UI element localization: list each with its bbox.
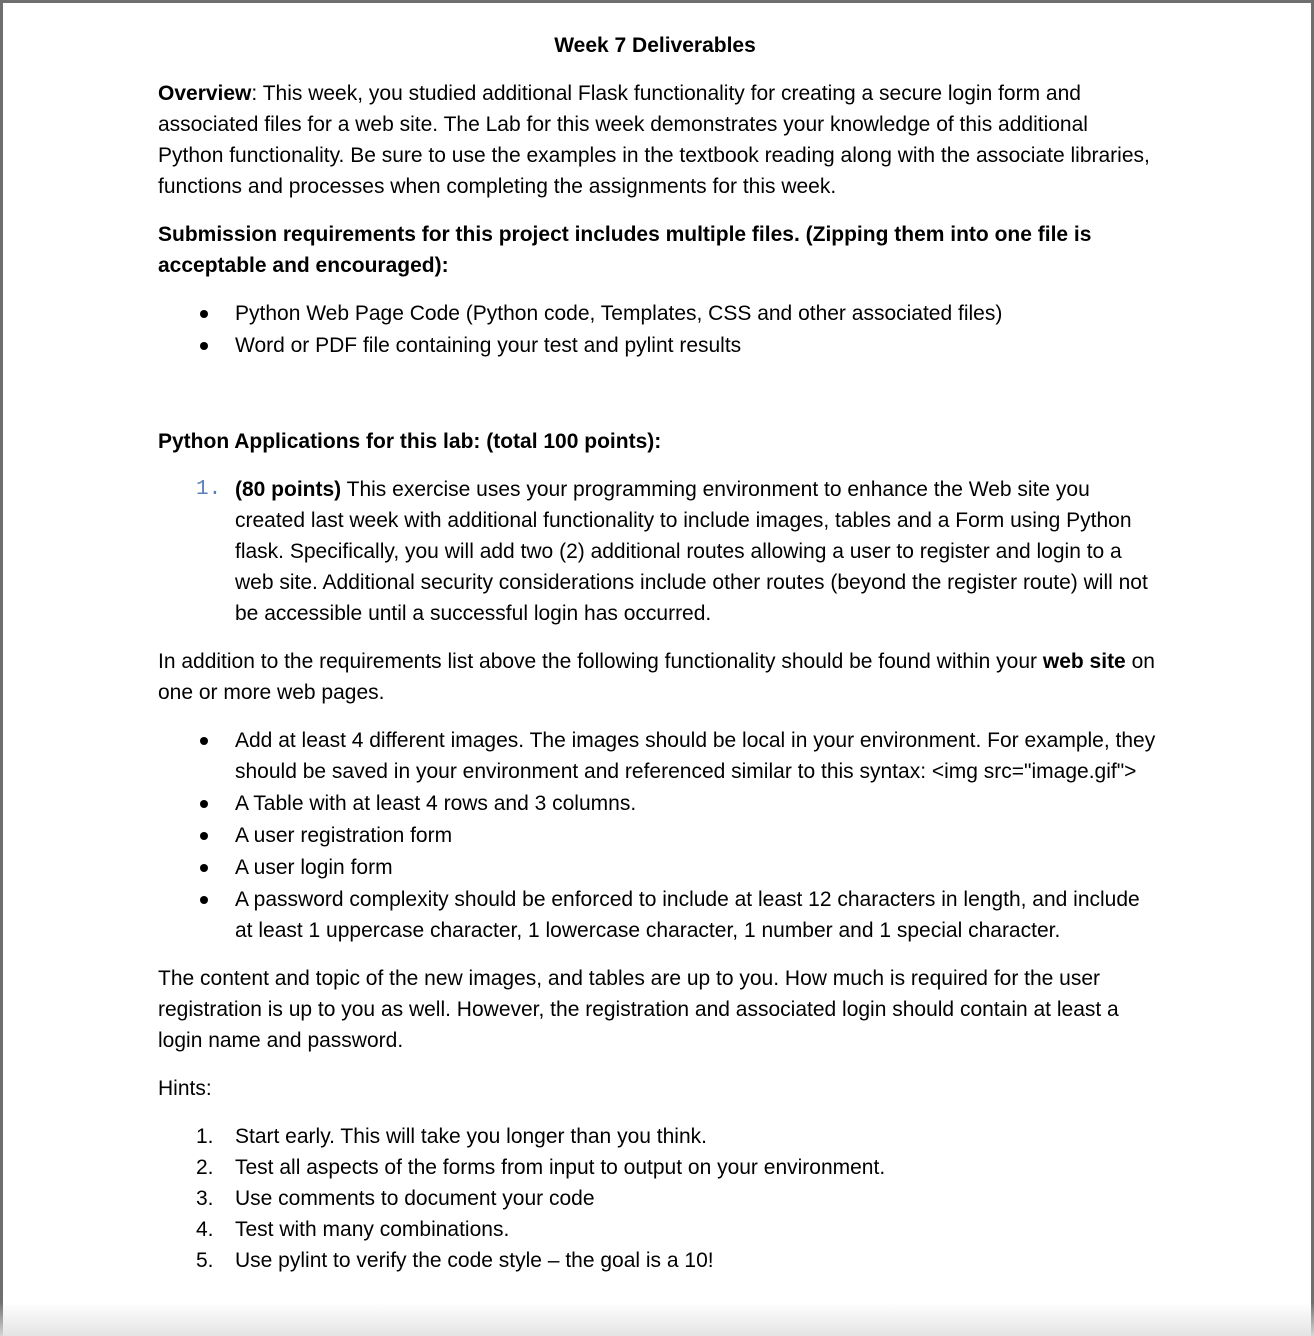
overview-text: : This week, you studied additional Flask functionality for creating a secure login form and associated files for a web site. The Lab for this week demonstrates your knowledge of this additional Python functionality. Be sure to use the examples in the textbook reading along with the associate libraries, functions and processes when completing the assignments for this week. bbox=[158, 82, 1150, 198]
apps-text: This exercise uses your programming environment to enhance the Web site you created last week with additional functionality to include images, tables and a Form using Python flask. Specifically, you will add two (2) additional routes allowing a user to register and login to a web site. Additional security considerations include other routes (beyond the register route) will not be accessible until a successful login has occurred. bbox=[235, 478, 1148, 625]
list-item: Word or PDF file containing your test and pylint results bbox=[158, 330, 1158, 361]
addition-paragraph: In addition to the requirements list above the following functionality should be found within your web site on one or more web pages. bbox=[158, 650, 1155, 704]
list-item: 2. Test all aspects of the forms from input to output on your environment. bbox=[196, 1156, 886, 1179]
overview-label: Overview bbox=[158, 82, 252, 105]
list-item: Add at least 4 different images. The images should be local in your environment. For example, they should be saved in your environment and referenced similar to this syntax: <img src="image.gif"> bbox=[158, 725, 1158, 787]
document-page bbox=[158, 30, 1158, 1293]
submission-list bbox=[158, 298, 1158, 361]
hints-label: Hints: bbox=[158, 1077, 212, 1100]
list-item: A user login form bbox=[158, 852, 1158, 883]
list-number: 1. bbox=[196, 478, 222, 501]
list-item: A user registration form bbox=[158, 820, 1158, 851]
apps-list bbox=[158, 474, 1158, 629]
page-title: Week 7 Deliverables bbox=[554, 34, 756, 57]
bottom-fade bbox=[0, 1302, 1314, 1336]
points-label: (80 points) bbox=[235, 478, 342, 501]
content-note: The content and topic of the new images, and tables are up to you. How much is required for the user registration is up to you as well. However, the registration and associated login should contain at least a login name and password. bbox=[158, 967, 1119, 1052]
list-item: Python Web Page Code (Python code, Templates, CSS and other associated files) bbox=[158, 298, 1158, 329]
list-item: A Table with at least 4 rows and 3 columns. bbox=[158, 788, 1158, 819]
list-item: 1. Start early. This will take you longer than you think. bbox=[196, 1125, 707, 1148]
list-item: 4. Test with many combinations. bbox=[196, 1218, 510, 1241]
list-item: 3. Use comments to document your code bbox=[196, 1187, 595, 1210]
list-item bbox=[158, 474, 1158, 629]
list-item: 5. Use pylint to verify the code style – the goal is a 10! bbox=[196, 1249, 714, 1272]
hints-list bbox=[158, 1121, 1158, 1276]
apps-heading: Python Applications for this lab: (total 100 points): bbox=[158, 430, 662, 453]
functionality-list bbox=[158, 725, 1158, 946]
overview-paragraph bbox=[158, 78, 1158, 202]
list-item: A password complexity should be enforced to include at least 12 characters in length, and include at least 1 uppercase character, 1 lowercase character, 1 number and 1 special character. bbox=[158, 884, 1158, 946]
submission-heading: Submission requirements for this project includes multiple files. (Zipping them into one file is acceptable and encouraged): bbox=[158, 223, 1092, 277]
